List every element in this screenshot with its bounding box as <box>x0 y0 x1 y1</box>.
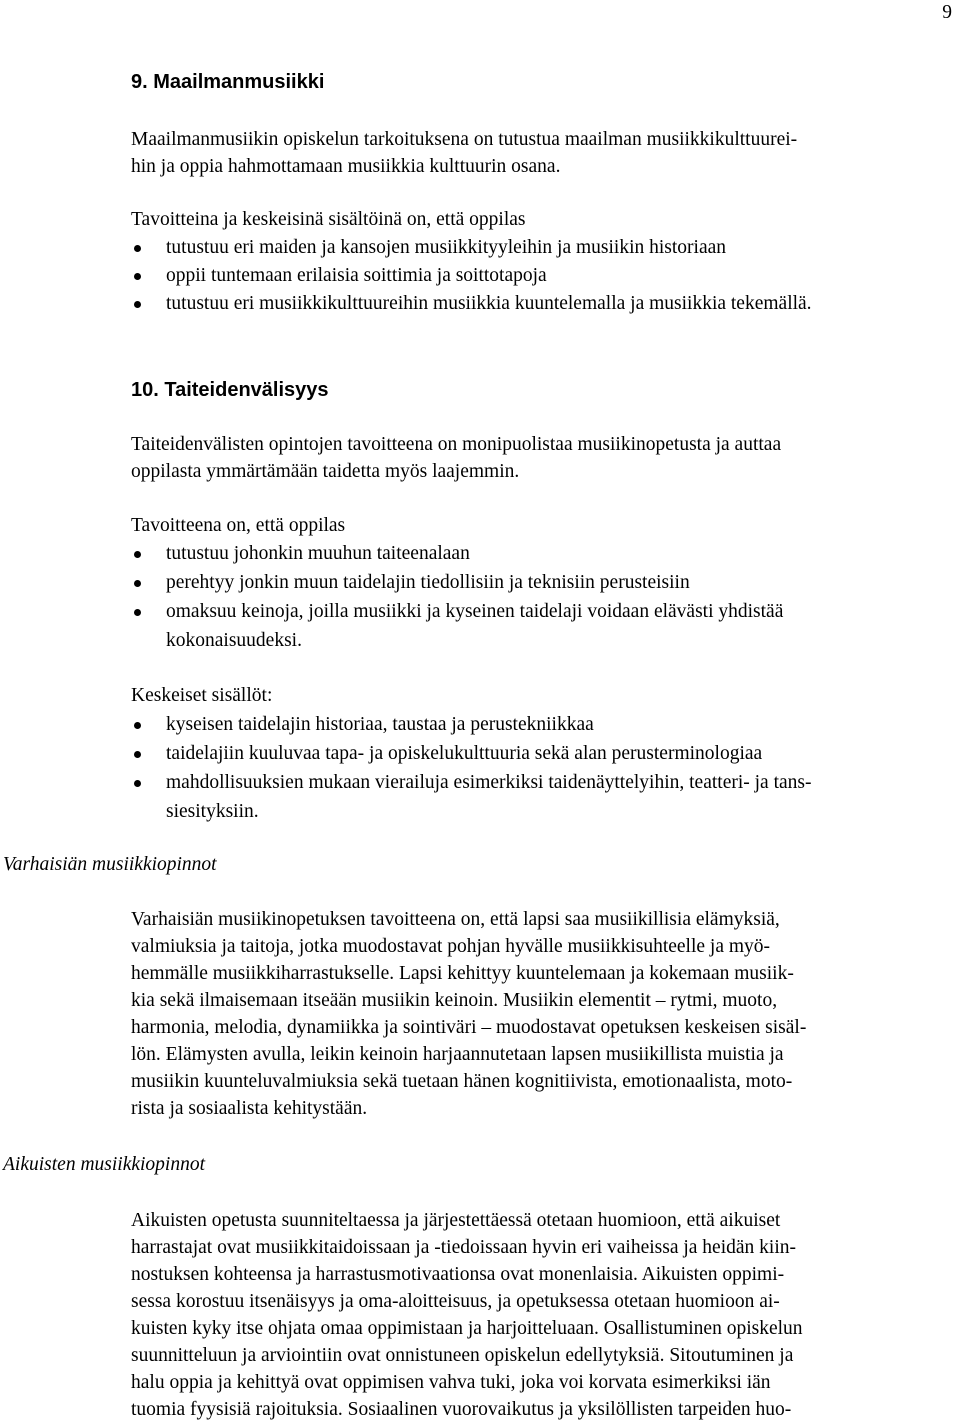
adult-line-8: tuomia fyysisiä rajoituksia. Sosiaalinen vuorovaikutus ja yksilöllisten tarpeiden huo- <box>131 1399 792 1420</box>
bullet-icon <box>134 722 141 729</box>
s9-goal-3: tutustuu eri musiikkikulttuureihin musiikkia kuuntelemalla ja musiikkia tekemällä. <box>166 293 812 314</box>
s9-intro-line-2: hin ja oppia hahmottamaan musiikkia kulttuurin osana. <box>131 156 561 177</box>
early-line-2: valmiuksia ja taitoja, jotka muodostavat pohjan hyvälle musiikkisuhteelle ja myö- <box>131 936 771 957</box>
s10-content-3-line-1: mahdollisuuksien mukaan vierailuja esimerkiksi taidenäyttelyihin, teatteri- ja tans- <box>166 772 812 793</box>
s9-intro-line-1: Maailmanmusiikin opiskelun tarkoituksena on tutustua maailman musiikkikulttuurei- <box>131 129 798 150</box>
s10-content-2: taidelajiin kuuluvaa tapa- ja opiskelukulttuuria sekä alan perusterminologiaa <box>166 743 763 764</box>
bullet-icon <box>134 273 141 280</box>
s10-content-1: kyseisen taidelajin historiaa, taustaa ja perustekniikkaa <box>166 714 594 735</box>
s10-intro-line-1: Taiteidenvälisten opintojen tavoitteena on monipuolistaa musiikinopetusta ja auttaa <box>131 434 782 455</box>
early-line-7: musiikin kuunteluvalmiuksia sekä tuetaan hänen kognitiivista, emotionaalista, moto- <box>131 1071 793 1092</box>
bullet-icon <box>134 245 141 252</box>
bullet-icon <box>134 551 141 558</box>
adult-line-5: kuisten kyky itse ohjata omaa oppimistaan ja harjoitteluaan. Osallistuminen opiskelun <box>131 1318 803 1339</box>
adult-section-label: Aikuisten musiikkiopinnot <box>3 1154 206 1175</box>
page-number: 9 <box>942 2 952 23</box>
section-9-title: 9. Maailmanmusiikki <box>131 71 325 93</box>
s9-goal-1: tutustuu eri maiden ja kansojen musiikkityyleihin ja musiikin historiaan <box>166 237 727 258</box>
adult-line-4: sessa korostuu itsenäisyys ja oma-aloitteisuus, ja opetuksessa otetaan huomioon ai- <box>131 1291 780 1312</box>
s10-goal-2: perehtyy jonkin muun taidelajin tiedollisiin ja teknisiin perusteisiin <box>166 572 690 593</box>
adult-line-6: suunnitteluun ja arviointiin ovat onnistuneen opiskelun edellytyksiä. Sitoutuminen ja <box>131 1345 794 1366</box>
s10-intro-line-2: oppilasta ymmärtämään taidetta myös laajemmin. <box>131 461 520 482</box>
early-line-5: harmonia, melodia, dynamiikka ja sointiväri – muodostavat opetuksen keskeisen sisäl- <box>131 1017 807 1038</box>
early-line-6: lön. Elämysten avulla, leikin keinoin harjaannutetaan lapsen musiikillista muistia ja <box>131 1044 784 1065</box>
s10-goal-1: tutustuu johonkin muuhun taiteenalaan <box>166 543 470 564</box>
bullet-icon <box>134 751 141 758</box>
adult-line-7: halu oppia ja kehittyä ovat oppimisen vahva tuki, joka voi korvata esimerkiksi iän <box>131 1372 771 1393</box>
early-line-1: Varhaisiän musiikinopetuksen tavoitteena on, että lapsi saa musiikillisia elämyksiä, <box>131 909 780 930</box>
s10-goals-lead: Tavoitteena on, että oppilas <box>131 515 346 536</box>
early-line-8: rista ja sosiaalista kehitystään. <box>131 1098 368 1119</box>
bullet-icon <box>134 609 141 616</box>
bullet-icon <box>134 580 141 587</box>
s10-contents-lead: Keskeiset sisällöt: <box>131 685 273 706</box>
early-line-3: hemmälle musiikkiharrastukselle. Lapsi kehittyy kuuntelemaan ja kokemaan musiik- <box>131 963 794 984</box>
s10-goal-3-line-2: kokonaisuudeksi. <box>166 630 302 651</box>
early-section-label: Varhaisiän musiikkiopinnot <box>3 854 217 875</box>
s9-goal-2: oppii tuntemaan erilaisia soittimia ja soittotapoja <box>166 265 547 286</box>
section-10-title: 10. Taiteidenvälisyys <box>131 379 329 401</box>
bullet-icon <box>134 301 141 308</box>
early-line-4: kia sekä ilmaisemaan itseään musiikin keinoin. Musiikin elementit – rytmi, muoto, <box>131 990 778 1011</box>
s10-content-3-line-2: siesityksiin. <box>166 801 259 822</box>
s10-goal-3-line-1: omaksuu keinoja, joilla musiikki ja kyseinen taidelaji voidaan elävästi yhdistää <box>166 601 784 622</box>
s9-goals-lead: Tavoitteina ja keskeisinä sisältöinä on, että oppilas <box>131 209 526 230</box>
adult-line-3: nostuksen kohteensa ja harrastusmotivaationsa ovat monenlaisia. Aikuisten oppimi- <box>131 1264 785 1285</box>
adult-line-1: Aikuisten opetusta suunniteltaessa ja järjestettäessä otetaan huomioon, että aikuiset <box>131 1210 781 1231</box>
adult-line-2: harrastajat ovat musiikkitaidoissaan ja -tiedoissaan hyvin eri vaiheissa ja heidän kiin- <box>131 1237 796 1258</box>
bullet-icon <box>134 780 141 787</box>
